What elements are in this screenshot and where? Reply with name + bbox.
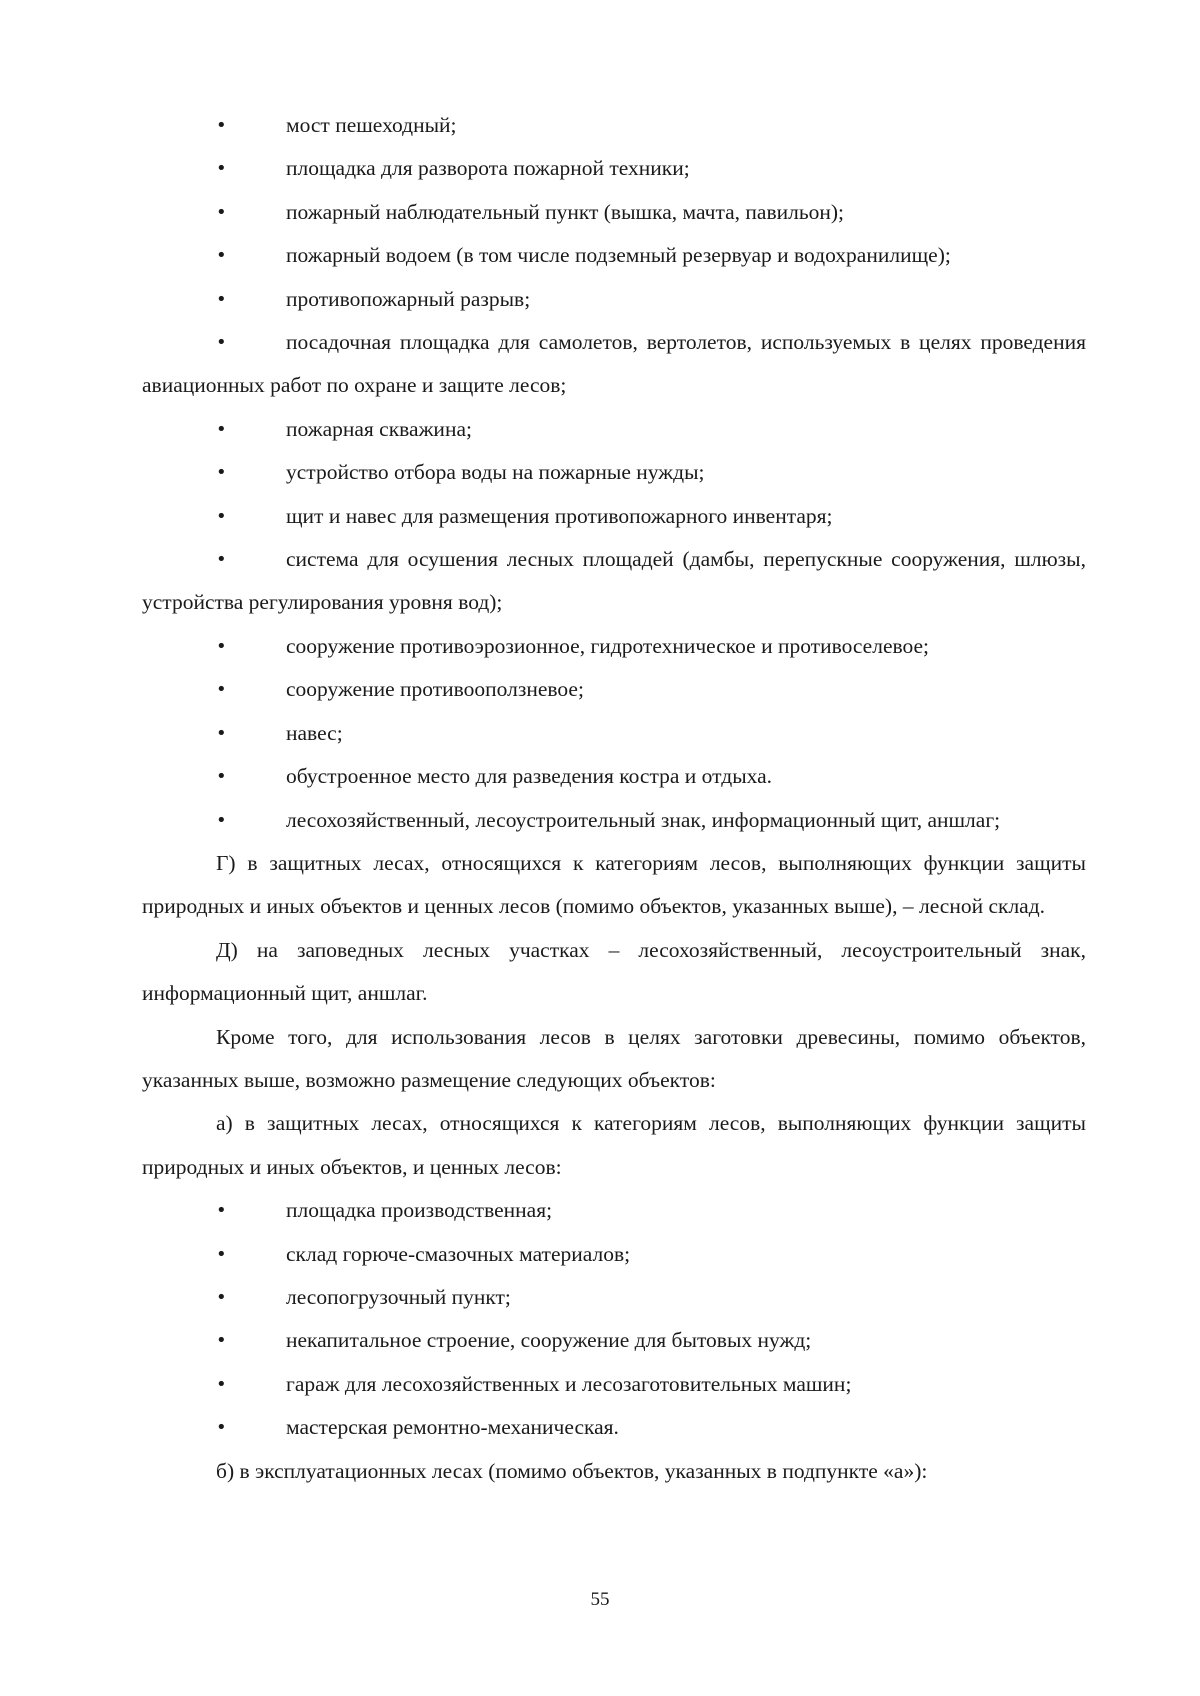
list-item-text: площадка для разворота пожарной техники;: [286, 156, 690, 181]
list-item: [142, 538, 1086, 625]
list-item-text: система для осушения лесных площадей (дамбы, перепускные сооружения, шлюзы, устройства регулирования уровня вод);: [142, 547, 1086, 615]
list-item: [142, 668, 1086, 711]
list-item: [142, 1363, 1086, 1406]
bullet-icon: •: [216, 418, 227, 440]
list-item-text: лесохозяйственный, лесоустроительный знак, информационный щит, аншлаг;: [286, 807, 1001, 832]
bullet-icon: •: [216, 1200, 227, 1222]
list-item-text: противопожарный разрыв;: [286, 286, 531, 311]
list-item: [142, 1189, 1086, 1232]
paragraph-d: Д) на заповедных лесных участках – лесохозяйственный, лесоустроительный знак, информационный щит, аншлаг.: [142, 937, 1086, 1006]
paragraph-b: б) в эксплуатационных лесах (помимо объектов, указанных в подпункте «а»):: [216, 1458, 928, 1483]
document-page: [142, 104, 1086, 1493]
list-item: [142, 1406, 1086, 1449]
bullet-icon: •: [216, 505, 227, 527]
list-item: [142, 408, 1086, 451]
list-item: [142, 234, 1086, 277]
list-item: [142, 147, 1086, 190]
list-item-text: пожарная скважина;: [286, 416, 472, 441]
list-item-text: мастерская ремонтно-механическая.: [286, 1415, 619, 1440]
list-item-text: устройство отбора воды на пожарные нужды;: [286, 460, 705, 485]
bullet-icon: •: [216, 1330, 227, 1352]
bullet-icon: •: [216, 1243, 227, 1265]
list-item-text: пожарный водоем (в том числе подземный резервуар и водохранилище);: [286, 243, 951, 268]
list-item: [142, 278, 1086, 321]
page-number: 55: [590, 1589, 610, 1610]
list-item: [142, 451, 1086, 494]
bullet-icon: •: [216, 1286, 227, 1308]
list-item-text: сооружение противооползневое;: [286, 677, 584, 702]
list-item: [142, 1276, 1086, 1319]
bullet-icon: •: [216, 1373, 227, 1395]
bullet-icon: •: [216, 549, 227, 571]
list-item-text: площадка производственная;: [286, 1198, 553, 1223]
list-item: [142, 1233, 1086, 1276]
list-item: [142, 755, 1086, 798]
paragraph-g: Г) в защитных лесах, относящихся к категориям лесов, выполняющих функции защиты природных и иных объектов и ценных лесов (помимо объектов, указанных выше), – лесной склад.: [142, 850, 1086, 919]
list-item-text: посадочная площадка для самолетов, вертолетов, используемых в целях проведения авиационных работ по охране и защите лесов;: [142, 330, 1086, 398]
list-item: [142, 104, 1086, 147]
list-item-text: гараж для лесохозяйственных и лесозаготовительных машин;: [286, 1371, 852, 1396]
list-item-text: сооружение противоэрозионное, гидротехническое и противоселевое;: [286, 633, 930, 658]
list-item: [142, 625, 1086, 668]
list-item: [142, 191, 1086, 234]
bullet-icon: •: [216, 635, 227, 657]
list-item-text: обустроенное место для разведения костра и отдыха.: [286, 764, 773, 789]
bullet-icon: •: [216, 1417, 227, 1439]
list-item-text: склад горюче-смазочных материалов;: [286, 1241, 631, 1266]
bullet-icon: •: [216, 809, 227, 831]
paragraph-krome: Кроме того, для использования лесов в целях заготовки древесины, помимо объектов, указанных выше, возможно размещение следующих объектов:: [142, 1024, 1086, 1092]
list-item-text: пожарный наблюдательный пункт (вышка, мачта, павильон);: [286, 199, 845, 224]
list-item: [142, 799, 1086, 842]
bullet-icon: •: [216, 766, 227, 788]
list-item-text: навес;: [286, 720, 343, 745]
bullet-icon: •: [216, 245, 227, 267]
paragraph-a: а) в защитных лесах, относящихся к категориям лесов, выполняющих функции защиты природных и иных объектов, и ценных лесов:: [142, 1111, 1086, 1179]
bullet-icon: •: [216, 679, 227, 701]
list-item: [142, 495, 1086, 538]
list-item-text: некапитальное строение, сооружение для бытовых нужд;: [286, 1328, 812, 1353]
list-item-text: мост пешеходный;: [286, 113, 457, 137]
bullet-icon: •: [216, 288, 227, 310]
bullet-icon: •: [216, 158, 227, 180]
bullet-icon: •: [216, 722, 227, 744]
list-item-text: лесопогрузочный пункт;: [286, 1284, 511, 1309]
bullet-icon: •: [216, 332, 227, 354]
bullet-icon: •: [216, 115, 227, 136]
list-item: [142, 321, 1086, 408]
bullet-icon: •: [216, 462, 227, 484]
list-item: [142, 712, 1086, 755]
list-item: [142, 1319, 1086, 1362]
bullet-icon: •: [216, 201, 227, 223]
list-item-text: щит и навес для размещения противопожарного инвентаря;: [286, 503, 833, 528]
